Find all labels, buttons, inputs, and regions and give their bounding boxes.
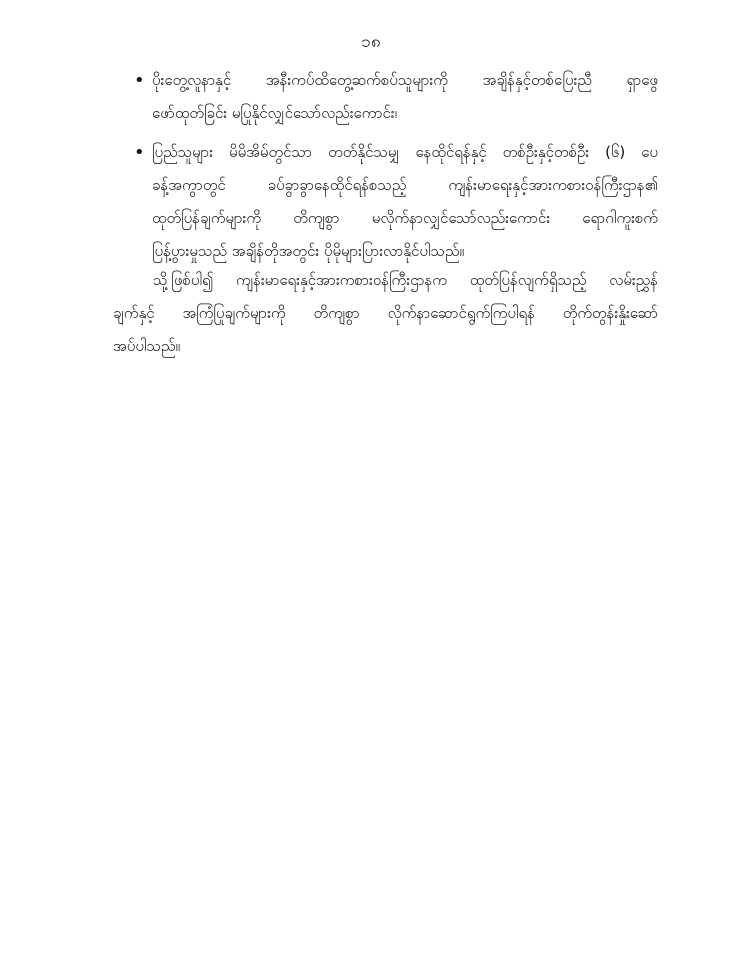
text-line: ထုတ်ပြန်ချက်များကို တိကျစွာ မလိုက်နာလျှင်သော်လည်းကောင်း ရောဂါကူးစက် [152,209,658,227]
bullet-item [130,64,658,130]
bullet-icon: • [134,70,145,91]
text-line: ပိုးတွေ့လူနာနှင့် အနီးကပ်ထိတွေ့ဆက်စပ်သူများကို အချိန်နှင့်တစ်ပြေးညီ ရှာဖွေ [152,71,658,89]
text-line: ခန့်အကွာတွင် ခပ်ခွာခွာနေထိုင်ရန်စသည့် ကျန်းမာရေးနှင့်အားကစားဝန်ကြီးဌာန၏ [152,176,658,194]
text-line: အပ်ပါသည်။ [113,337,181,355]
bullet-item [130,136,658,268]
text-line: ဖော်ထုတ်ခြင်း မပြုနိုင်လျှင်သော်လည်းကောင်း၊ [152,104,397,122]
bullet-list [130,64,658,274]
bullet-icon: • [134,142,145,163]
bullet-text [152,136,658,268]
text-line: ချက်နှင့် အကြံပြုချက်များကို တိကျစွာ လိုက်နာဆောင်ရွက်ကြပါရန် တိုက်တွန်းနှိုးဆော် [113,304,658,322]
text-line: ပြန့်ပွားမှုသည် အချိန်တိုအတွင်း ပိုမိုများပြားလာနိုင်ပါသည်။ [152,242,465,260]
bullet-text [152,64,658,130]
page-number: ၁၈ [361,32,381,52]
text-line: သို့ဖြစ်ပါ၍ ကျန်းမာရေးနှင့်အားကစားဝန်ကြီးဌာနက ထုတ်ပြန်လျက်ရှိသည့် လမ်းညွှန် [153,271,658,289]
closing-paragraph [113,264,658,363]
text-line: ပြည်သူများ မိမိအိမ်တွင်သာ တတ်နိုင်သမျှ နေထိုင်ရန်နှင့် တစ်ဦးနှင့်တစ်ဦး (၆) ပေ [152,143,658,161]
